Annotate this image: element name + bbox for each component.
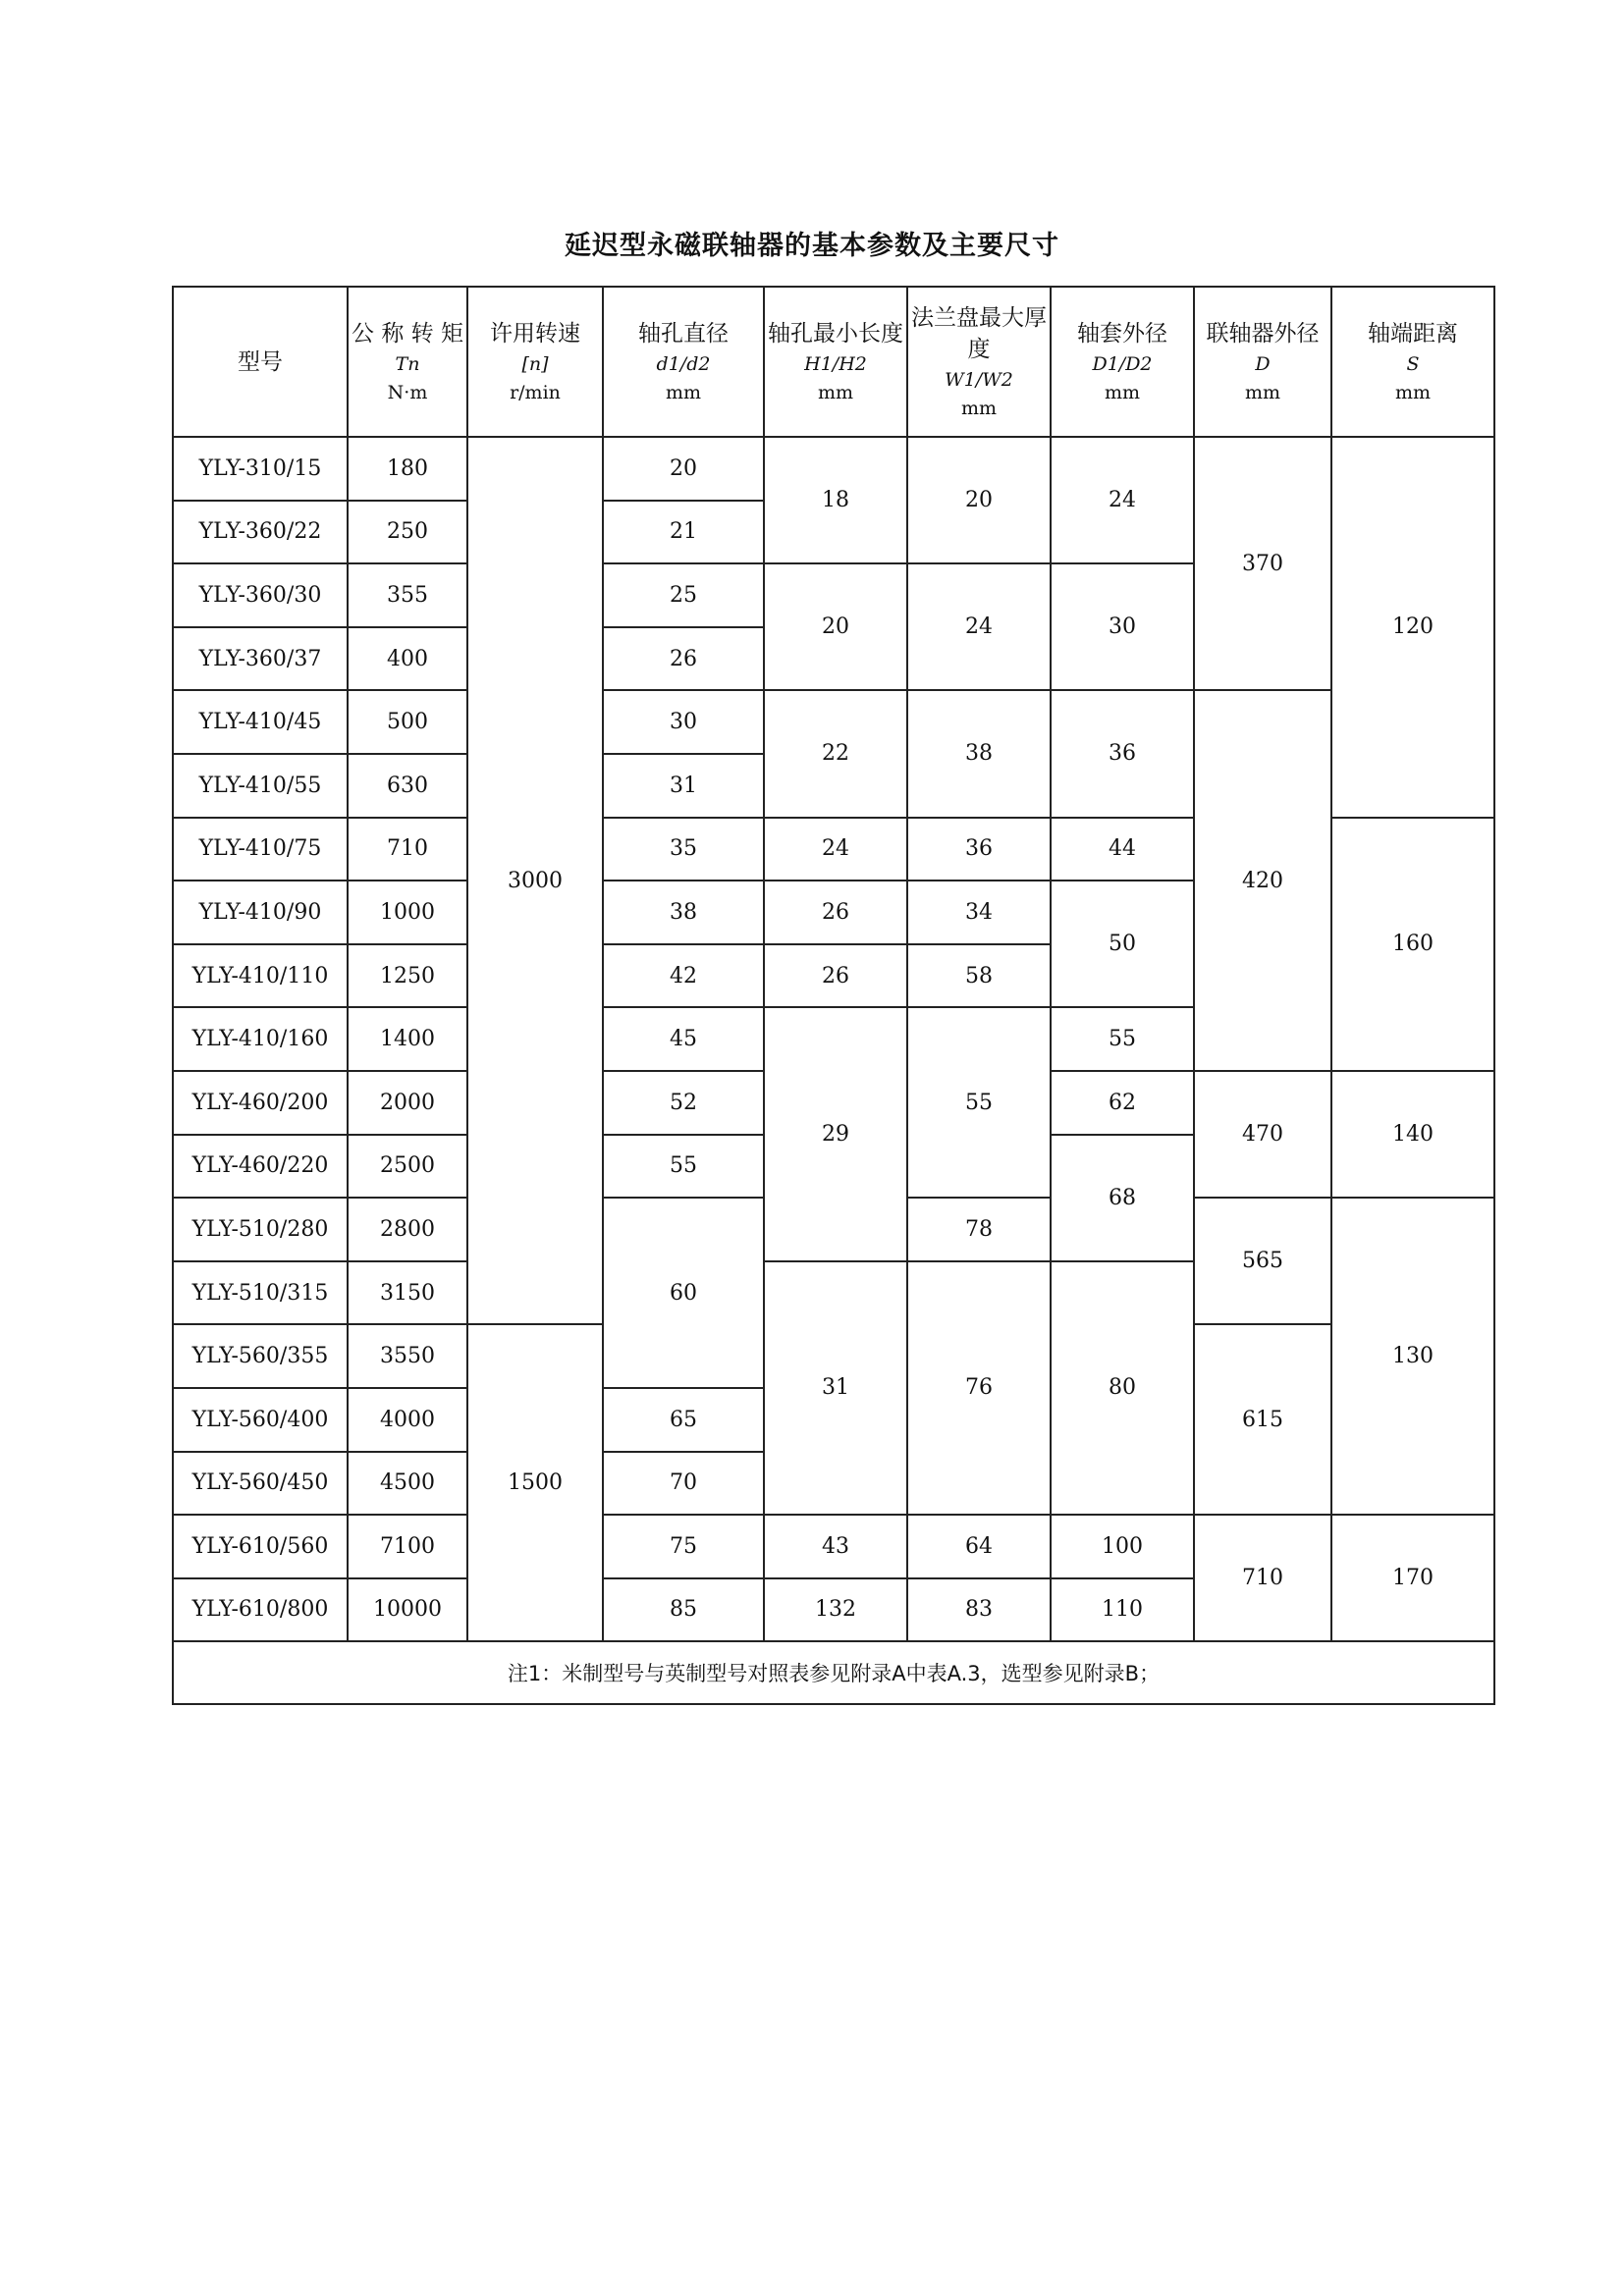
header-label: 轴端距离	[1368, 320, 1458, 347]
bore-cell: 38	[603, 881, 764, 944]
model-cell: YLY-360/37	[173, 627, 348, 691]
flange-cell: 64	[907, 1515, 1051, 1578]
model-cell: YLY-560/450	[173, 1452, 348, 1516]
outer-diameter-cell: 710	[1194, 1515, 1331, 1641]
flange-cell: 58	[907, 944, 1051, 1008]
flange-cell: 78	[907, 1198, 1051, 1261]
model-cell: YLY-510/280	[173, 1198, 348, 1261]
sleeve-cell: 30	[1051, 563, 1194, 690]
header-speed	[467, 287, 603, 437]
sleeve-cell: 36	[1051, 690, 1194, 817]
header-unit: mm	[1104, 381, 1141, 403]
torque-cell: 500	[348, 690, 467, 754]
header-unit: mm	[1244, 381, 1281, 403]
sleeve-cell: 55	[1051, 1007, 1194, 1071]
model-cell: YLY-610/800	[173, 1578, 348, 1642]
hmin-cell: 20	[764, 563, 907, 690]
header-label: 联轴器外径	[1206, 320, 1320, 347]
header-bore	[603, 287, 764, 437]
hmin-cell: 18	[764, 437, 907, 563]
hmin-cell: 29	[764, 1007, 907, 1260]
flange-cell: 36	[907, 818, 1051, 881]
header-symbol: S	[1406, 352, 1420, 375]
flange-cell: 55	[907, 1007, 1051, 1198]
shaft-end-cell: 160	[1331, 818, 1494, 1071]
shaft-end-cell: 130	[1331, 1198, 1494, 1515]
bore-cell: 52	[603, 1071, 764, 1135]
model-cell: YLY-560/400	[173, 1388, 348, 1452]
torque-cell: 710	[348, 818, 467, 881]
model-cell: YLY-510/315	[173, 1261, 348, 1325]
flange-cell: 38	[907, 690, 1051, 817]
shaft-end-cell: 170	[1331, 1515, 1494, 1641]
header-unit: r/min	[510, 381, 561, 403]
torque-cell: 4500	[348, 1452, 467, 1516]
hmin-cell: 24	[764, 818, 907, 881]
hmin-cell: 26	[764, 944, 907, 1008]
header-symbol: D	[1255, 352, 1271, 375]
header-symbol: W1/W2	[945, 368, 1013, 391]
model-cell: YLY-360/30	[173, 563, 348, 627]
hmin-cell: 43	[764, 1515, 907, 1578]
hmin-cell: 26	[764, 881, 907, 944]
outer-diameter-cell: 470	[1194, 1071, 1331, 1198]
bore-cell: 31	[603, 754, 764, 818]
model-cell: YLY-410/75	[173, 818, 348, 881]
model-cell: YLY-410/45	[173, 690, 348, 754]
torque-cell: 3150	[348, 1261, 467, 1325]
header-unit: mm	[1394, 381, 1432, 403]
header-label: 轴孔直径	[638, 320, 729, 347]
model-cell: YLY-410/90	[173, 881, 348, 944]
header-symbol: [n]	[521, 352, 549, 375]
torque-cell: 2000	[348, 1071, 467, 1135]
header-row	[173, 287, 1494, 437]
header-symbol: d1/d2	[656, 352, 711, 375]
model-cell: YLY-610/560	[173, 1515, 348, 1578]
model-cell: YLY-410/160	[173, 1007, 348, 1071]
torque-cell: 400	[348, 627, 467, 691]
header-label: 型号	[238, 348, 283, 375]
bore-cell: 85	[603, 1578, 764, 1642]
header-label: 轴套外径	[1077, 320, 1167, 347]
torque-cell: 4000	[348, 1388, 467, 1452]
model-cell: YLY-460/200	[173, 1071, 348, 1135]
torque-cell: 10000	[348, 1578, 467, 1642]
header-sleeve	[1051, 287, 1194, 437]
header-label: 公 称 转 矩	[352, 320, 463, 347]
torque-cell: 2800	[348, 1198, 467, 1261]
table-title: 延迟型永磁联轴器的基本参数及主要尺寸	[565, 231, 1059, 261]
header-torque	[348, 287, 467, 437]
table-row	[173, 437, 1494, 501]
model-cell: YLY-460/220	[173, 1135, 348, 1199]
bore-cell: 70	[603, 1452, 764, 1516]
header-shaft-end	[1331, 287, 1494, 437]
torque-cell: 630	[348, 754, 467, 818]
model-cell: YLY-410/55	[173, 754, 348, 818]
hmin-cell: 22	[764, 690, 907, 817]
torque-cell: 2500	[348, 1135, 467, 1199]
bore-cell: 45	[603, 1007, 764, 1071]
model-cell: YLY-410/110	[173, 944, 348, 1008]
sleeve-cell: 100	[1051, 1515, 1194, 1578]
shaft-end-cell: 120	[1331, 437, 1494, 818]
header-model	[173, 287, 348, 437]
table-row	[173, 690, 1494, 754]
header-unit: N·m	[387, 381, 428, 403]
header-unit: mm	[960, 397, 998, 419]
table-note: 注1：米制型号与英制型号对照表参见附录A中表A.3，选型参见附录B；	[173, 1641, 1494, 1704]
header-symbol: H1/H2	[804, 352, 867, 375]
flange-cell: 20	[907, 437, 1051, 563]
bore-cell: 65	[603, 1388, 764, 1452]
header-flange	[907, 287, 1051, 437]
hmin-cell: 31	[764, 1261, 907, 1515]
torque-cell: 1250	[348, 944, 467, 1008]
sleeve-cell: 68	[1051, 1135, 1194, 1261]
table-row	[173, 1515, 1494, 1578]
header-outer-diameter	[1194, 287, 1331, 437]
speed-cell: 1500	[467, 1324, 603, 1641]
header-label: 轴孔最小长度	[768, 320, 903, 347]
sleeve-cell: 50	[1051, 881, 1194, 1007]
sleeve-cell: 24	[1051, 437, 1194, 563]
bore-cell: 60	[603, 1198, 764, 1388]
header-symbol: D1/D2	[1092, 352, 1153, 375]
header-label: 法兰盘最大厚度	[911, 304, 1047, 362]
bore-cell: 26	[603, 627, 764, 691]
flange-cell: 24	[907, 563, 1051, 690]
model-cell: YLY-560/355	[173, 1324, 348, 1388]
torque-cell: 1000	[348, 881, 467, 944]
torque-cell: 355	[348, 563, 467, 627]
parameters-table	[172, 286, 1495, 1705]
bore-cell: 20	[603, 437, 764, 501]
shaft-end-cell: 140	[1331, 1071, 1494, 1198]
sleeve-cell: 44	[1051, 818, 1194, 881]
sleeve-cell: 62	[1051, 1071, 1194, 1135]
header-unit: mm	[817, 381, 854, 403]
header-symbol: Tn	[395, 352, 420, 375]
bore-cell: 25	[603, 563, 764, 627]
sleeve-cell: 110	[1051, 1578, 1194, 1642]
outer-diameter-cell: 615	[1194, 1324, 1331, 1515]
torque-cell: 1400	[348, 1007, 467, 1071]
header-bore-length	[764, 287, 907, 437]
outer-diameter-cell: 565	[1194, 1198, 1331, 1324]
torque-cell: 250	[348, 501, 467, 564]
outer-diameter-cell: 370	[1194, 437, 1331, 690]
bore-cell: 42	[603, 944, 764, 1008]
torque-cell: 7100	[348, 1515, 467, 1578]
note-row	[173, 1641, 1494, 1704]
bore-cell: 21	[603, 501, 764, 564]
model-cell: YLY-310/15	[173, 437, 348, 501]
bore-cell: 55	[603, 1135, 764, 1199]
bore-cell: 75	[603, 1515, 764, 1578]
flange-cell: 83	[907, 1578, 1051, 1642]
flange-cell: 76	[907, 1261, 1051, 1515]
header-label: 许用转速	[490, 320, 580, 347]
flange-cell: 34	[907, 881, 1051, 944]
bore-cell: 35	[603, 818, 764, 881]
sleeve-cell: 80	[1051, 1261, 1194, 1515]
header-unit: mm	[665, 381, 702, 403]
torque-cell: 3550	[348, 1324, 467, 1388]
outer-diameter-cell: 420	[1194, 690, 1331, 1071]
speed-cell: 3000	[467, 437, 603, 1324]
torque-cell: 180	[348, 437, 467, 501]
bore-cell: 30	[603, 690, 764, 754]
model-cell: YLY-360/22	[173, 501, 348, 564]
hmin-cell: 132	[764, 1578, 907, 1642]
